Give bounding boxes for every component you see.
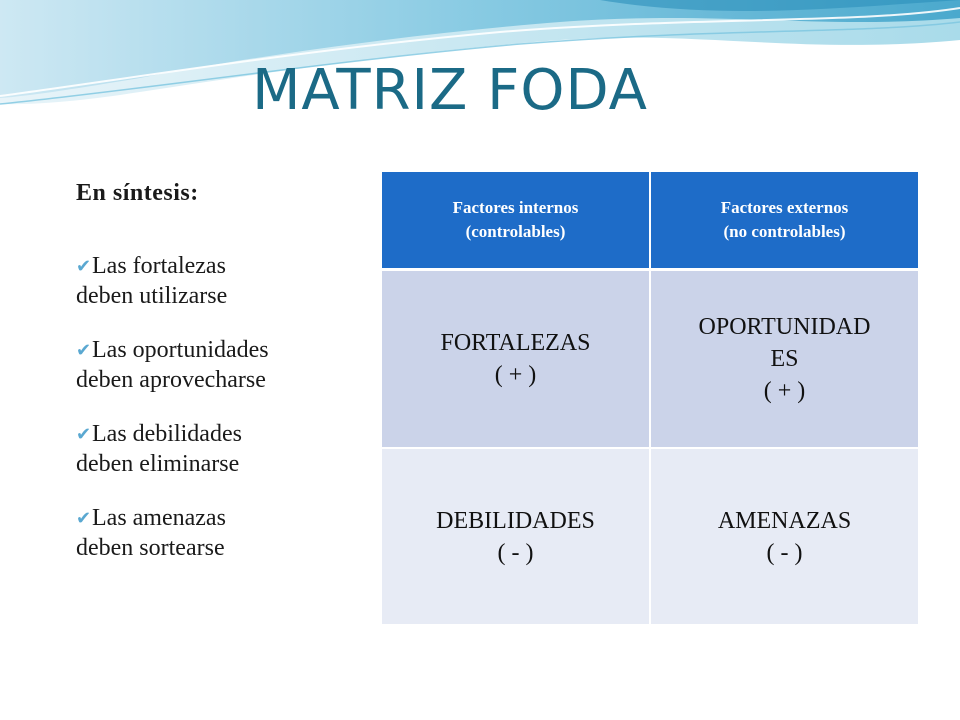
cell-label: FORTALEZAS	[440, 330, 591, 356]
cell-sign: ( + )	[494, 362, 537, 388]
slide-title: MATRIZ FODA	[252, 58, 648, 123]
cell-label: AMENAZAS	[717, 507, 852, 534]
check-icon: ✔	[76, 340, 92, 360]
matrix-row-negative	[382, 448, 918, 625]
cell-amenazas	[650, 448, 918, 625]
cell-label: DEBILIDADES	[436, 507, 595, 534]
header-line: (no controlables)	[723, 222, 846, 241]
matrix-header-row	[382, 172, 918, 270]
header-internal-factors	[382, 172, 650, 270]
header-line: Factores externos	[720, 198, 849, 217]
list-item-line: deben sortearse	[76, 535, 225, 561]
cell-sign: ( + )	[763, 378, 806, 404]
cell-sign: ( - )	[497, 539, 534, 566]
header-external-factors	[650, 172, 918, 270]
cell-debilidades	[382, 448, 650, 625]
cell-sign: ( - )	[766, 539, 803, 566]
summary-panel	[76, 180, 376, 587]
list-item	[76, 503, 376, 563]
list-item	[76, 335, 376, 395]
list-item	[76, 251, 376, 311]
cell-label-wrap: ES	[770, 346, 799, 372]
summary-list	[76, 251, 376, 563]
list-item-line: Las debilidades	[92, 421, 242, 447]
foda-matrix	[382, 172, 918, 626]
check-icon: ✔	[76, 508, 92, 528]
cell-oportunidades	[650, 270, 918, 449]
header-line: Factores internos	[452, 198, 579, 217]
list-item-line: Las oportunidades	[92, 337, 269, 363]
list-item	[76, 419, 376, 479]
cell-label: OPORTUNIDAD	[698, 314, 871, 340]
matrix-row-positive	[382, 270, 918, 449]
list-item-line: Las fortalezas	[92, 253, 226, 279]
list-item-line: deben utilizarse	[76, 283, 228, 309]
check-icon: ✔	[76, 256, 92, 276]
summary-heading: En síntesis:	[76, 180, 199, 206]
cell-fortalezas	[382, 270, 650, 449]
list-item-line: deben aprovecharse	[76, 367, 266, 393]
header-line: (controlables)	[465, 222, 566, 241]
list-item-line: Las amenazas	[92, 505, 226, 531]
list-item-line: deben eliminarse	[76, 451, 240, 477]
check-icon: ✔	[76, 424, 92, 444]
